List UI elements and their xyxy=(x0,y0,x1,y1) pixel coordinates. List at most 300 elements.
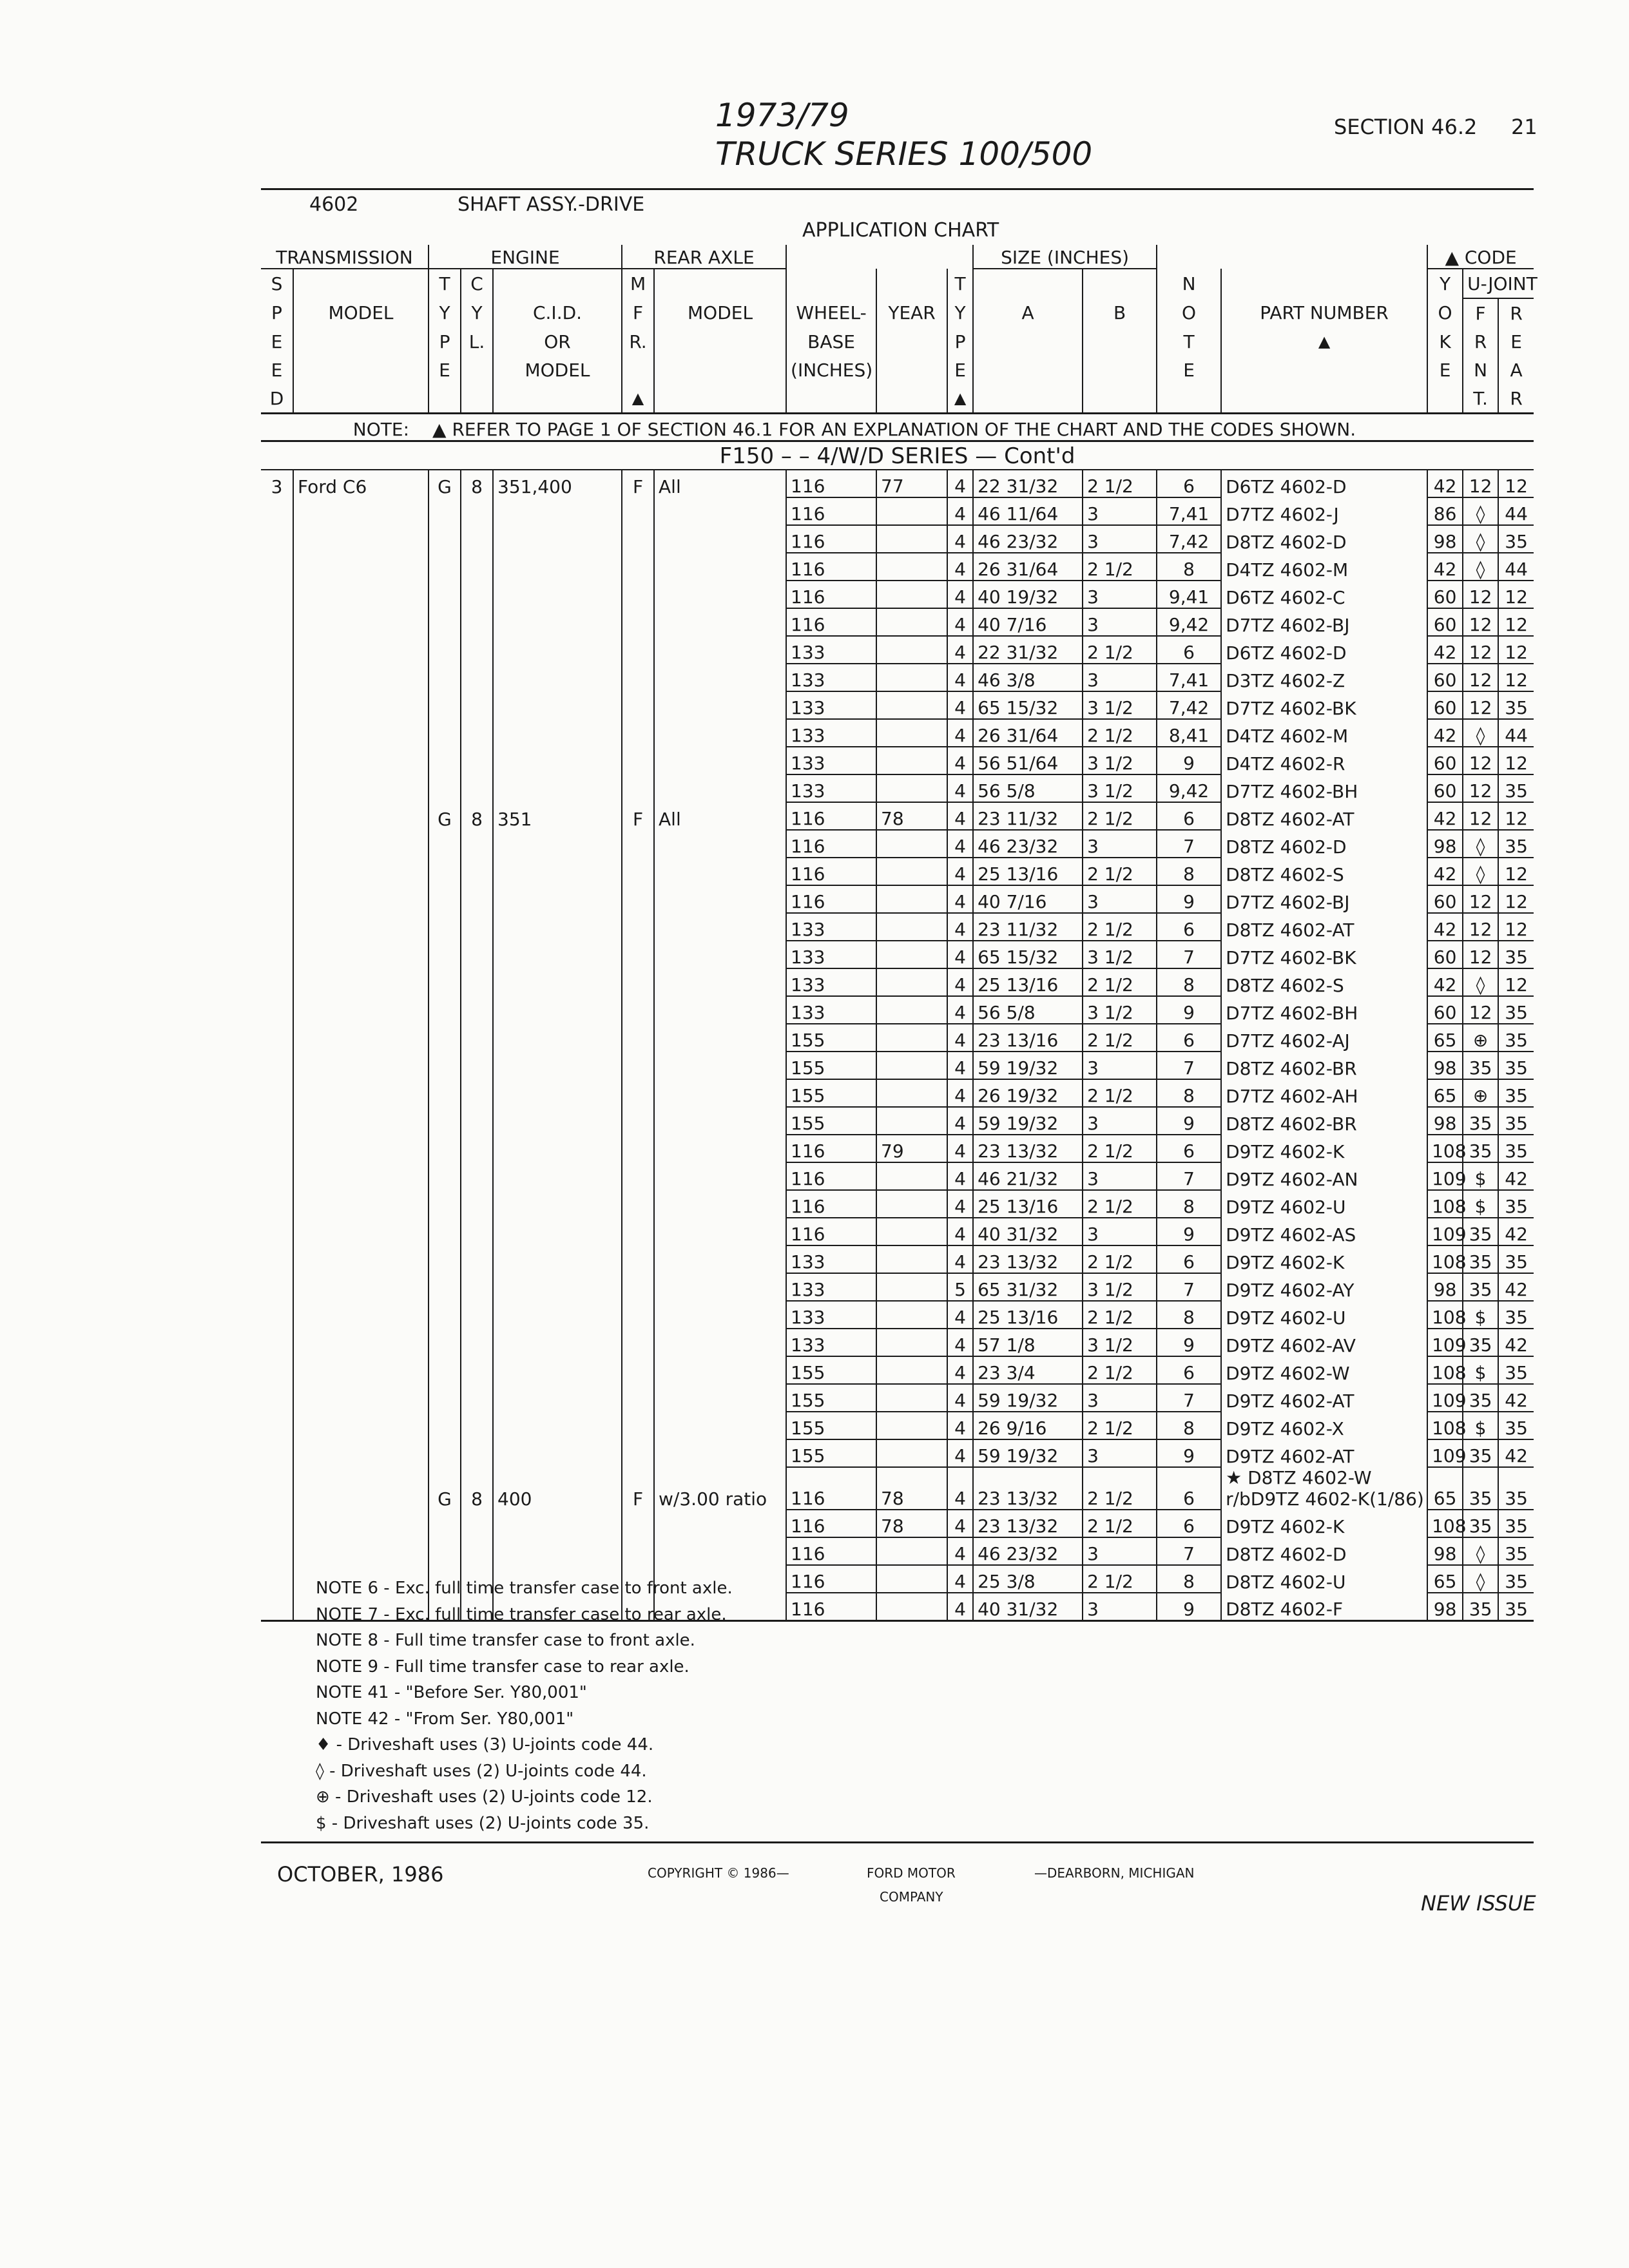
part-description: SHAFT ASSY.-DRIVE xyxy=(458,193,645,216)
cell-r: 35 xyxy=(1498,1537,1534,1565)
cell-wb: 133 xyxy=(786,1329,876,1356)
cell-st: 4 xyxy=(947,1537,973,1565)
cell-cid xyxy=(493,1190,622,1218)
cell-ty xyxy=(429,553,461,581)
cell-wb: 116 xyxy=(786,1218,876,1245)
wheelbase-header: WHEEL- xyxy=(786,298,876,327)
cell-cy xyxy=(461,1024,493,1052)
cell-st: 4 xyxy=(947,1467,973,1510)
cell-mfr xyxy=(622,830,654,858)
cell-yr xyxy=(876,996,947,1024)
cell-pn: D7TZ 4602-BK xyxy=(1221,691,1427,719)
cell-cid xyxy=(493,1107,622,1135)
speed-header-p: P xyxy=(271,302,282,323)
cell-f: ◊ xyxy=(1463,830,1498,858)
cell-y: 60 xyxy=(1427,941,1463,968)
cell-sp xyxy=(261,1273,293,1301)
cell-y: 42 xyxy=(1427,719,1463,747)
cell-tm xyxy=(293,802,429,830)
cell-sp xyxy=(261,1245,293,1273)
cell-cy xyxy=(461,719,493,747)
cell-ty xyxy=(429,1439,461,1467)
cell-mfr xyxy=(622,858,654,885)
column-header-row-2 xyxy=(261,298,1534,327)
cell-cid xyxy=(493,1510,622,1537)
cell-st: 4 xyxy=(947,1162,973,1190)
cell-wb: 116 xyxy=(786,858,876,885)
cell-b: 2 1/2 xyxy=(1083,1510,1157,1537)
cell-a: 23 13/32 xyxy=(973,1245,1083,1273)
cell-b: 2 1/2 xyxy=(1083,470,1157,497)
cell-st: 4 xyxy=(947,968,973,996)
cell-tm xyxy=(293,1024,429,1052)
cell-cid xyxy=(493,1273,622,1301)
cell-tm xyxy=(293,608,429,636)
cell-mfr: F xyxy=(622,802,654,830)
cell-cy xyxy=(461,1356,493,1384)
cell-pn: D8TZ 4602-AT xyxy=(1221,802,1427,830)
cell-sp xyxy=(261,1412,293,1439)
cell-r: 35 xyxy=(1498,1107,1534,1135)
cell-pn: D6TZ 4602-C xyxy=(1221,581,1427,608)
cell-st: 4 xyxy=(947,636,973,664)
cell-sp xyxy=(261,774,293,802)
cell-am xyxy=(654,1412,786,1439)
cell-sp xyxy=(261,1593,293,1621)
cell-y: 42 xyxy=(1427,636,1463,664)
cell-a: 25 13/16 xyxy=(973,968,1083,996)
cell-sp xyxy=(261,858,293,885)
cell-am xyxy=(654,941,786,968)
cell-yr xyxy=(876,1301,947,1329)
size-type-header-t: T xyxy=(947,269,973,298)
year-header: YEAR xyxy=(876,298,947,327)
cell-f: 35 xyxy=(1463,1329,1498,1356)
cell-r: 12 xyxy=(1498,968,1534,996)
cell-wb: 133 xyxy=(786,996,876,1024)
table-row xyxy=(261,1356,1534,1384)
cell-r: 35 xyxy=(1498,774,1534,802)
cell-mfr xyxy=(622,1356,654,1384)
cell-tm xyxy=(293,885,429,913)
wheelbase-header-inches: (INCHES) xyxy=(786,356,876,384)
cell-wb: 116 xyxy=(786,608,876,636)
cell-wb: 155 xyxy=(786,1107,876,1135)
cell-cy xyxy=(461,497,493,525)
cell-sp xyxy=(261,553,293,581)
application-chart-title: APPLICATION CHART xyxy=(802,219,999,242)
cell-am xyxy=(654,1107,786,1135)
rear-header-r2: R xyxy=(1498,384,1534,414)
cell-pn: D8TZ 4602-BR xyxy=(1221,1052,1427,1079)
cell-cy xyxy=(461,691,493,719)
cell-tm xyxy=(293,747,429,774)
cell-tm xyxy=(293,581,429,608)
cell-n: 9 xyxy=(1157,1439,1221,1467)
table-row xyxy=(261,1510,1534,1537)
cell-cy: 8 xyxy=(461,1467,493,1510)
cell-yr xyxy=(876,1079,947,1107)
cell-mfr xyxy=(622,719,654,747)
cell-wb: 133 xyxy=(786,1245,876,1273)
cell-st: 4 xyxy=(947,913,973,941)
speed-header-s: S xyxy=(271,273,283,294)
cell-b: 3 xyxy=(1083,1537,1157,1565)
cell-y: 65 xyxy=(1427,1565,1463,1593)
cell-yr xyxy=(876,968,947,996)
cell-wb: 133 xyxy=(786,636,876,664)
series-heading-row xyxy=(261,441,1534,470)
cell-sp xyxy=(261,1079,293,1107)
cell-r: 12 xyxy=(1498,581,1534,608)
cell-yr xyxy=(876,1190,947,1218)
cell-ty xyxy=(429,941,461,968)
type-header-e: E xyxy=(429,356,461,384)
cell-cy xyxy=(461,1384,493,1412)
cell-wb: 155 xyxy=(786,1356,876,1384)
cell-cid xyxy=(493,747,622,774)
cell-tm xyxy=(293,1537,429,1565)
cell-cy xyxy=(461,1052,493,1079)
cell-mfr xyxy=(622,553,654,581)
cell-cid xyxy=(493,1537,622,1565)
cell-cid xyxy=(493,913,622,941)
cell-a: 46 23/32 xyxy=(973,1537,1083,1565)
cell-y: 42 xyxy=(1427,470,1463,497)
cell-a: 25 13/16 xyxy=(973,1301,1083,1329)
cell-yr xyxy=(876,525,947,553)
cell-b: 3 xyxy=(1083,497,1157,525)
table-row xyxy=(261,497,1534,525)
cyl-header-y: Y xyxy=(461,298,493,327)
cell-f: 35 xyxy=(1463,1107,1498,1135)
cell-n: 6 xyxy=(1157,636,1221,664)
cell-cid xyxy=(493,1052,622,1079)
cell-wb: 116 xyxy=(786,1135,876,1162)
cell-a: 23 13/32 xyxy=(973,1510,1083,1537)
cell-pn: D9TZ 4602-U xyxy=(1221,1301,1427,1329)
cell-a: 40 31/32 xyxy=(973,1593,1083,1621)
cell-f: 35 xyxy=(1463,1245,1498,1273)
cell-pn: D9TZ 4602-AV xyxy=(1221,1329,1427,1356)
cell-pn: D7TZ 4602-AJ xyxy=(1221,1024,1427,1052)
table-row xyxy=(261,1135,1534,1162)
cell-a: 25 13/16 xyxy=(973,858,1083,885)
cell-n: 9 xyxy=(1157,885,1221,913)
cell-r: 42 xyxy=(1498,1162,1534,1190)
cell-b: 3 xyxy=(1083,1593,1157,1621)
cell-cy xyxy=(461,968,493,996)
cell-f: 35 xyxy=(1463,1510,1498,1537)
cell-cy xyxy=(461,1218,493,1245)
cell-pn: D4TZ 4602-M xyxy=(1221,719,1427,747)
cell-n: 8 xyxy=(1157,1565,1221,1593)
cell-b: 3 xyxy=(1083,1218,1157,1245)
cell-a: 26 19/32 xyxy=(973,1079,1083,1107)
cell-sp xyxy=(261,1467,293,1510)
cell-n: 6 xyxy=(1157,1356,1221,1384)
table-row xyxy=(261,1079,1534,1107)
cell-cy xyxy=(461,1162,493,1190)
cell-y: 86 xyxy=(1427,497,1463,525)
cell-yr: 78 xyxy=(876,802,947,830)
cell-pn: D8TZ 4602-AT xyxy=(1221,913,1427,941)
table-row xyxy=(261,525,1534,553)
cell-am xyxy=(654,1024,786,1052)
cell-r: 35 xyxy=(1498,525,1534,553)
cell-yr xyxy=(876,1273,947,1301)
cell-a: 26 31/64 xyxy=(973,719,1083,747)
cell-pn: D9TZ 4602-K xyxy=(1221,1135,1427,1162)
cell-sp xyxy=(261,1218,293,1245)
cell-b: 3 xyxy=(1083,1107,1157,1135)
cell-n: 8,41 xyxy=(1157,719,1221,747)
cell-cy xyxy=(461,858,493,885)
cell-mfr xyxy=(622,1439,654,1467)
cell-n: 7 xyxy=(1157,1052,1221,1079)
cell-r: 12 xyxy=(1498,747,1534,774)
b-header: B xyxy=(1083,298,1157,327)
cell-tm xyxy=(293,1162,429,1190)
cell-n: 9,42 xyxy=(1157,608,1221,636)
code-group: ▲ CODE xyxy=(1427,245,1534,269)
cell-tm xyxy=(293,830,429,858)
cell-pn: D9TZ 4602-AY xyxy=(1221,1273,1427,1301)
wheelbase-header-base: BASE xyxy=(786,327,876,356)
page-number: 21 xyxy=(1511,115,1537,139)
rear-header-r: R xyxy=(1498,298,1534,327)
cell-r: 12 xyxy=(1498,913,1534,941)
cell-cy xyxy=(461,1190,493,1218)
cell-pn: D7TZ 4602-BH xyxy=(1221,996,1427,1024)
cell-cy xyxy=(461,747,493,774)
cell-pn: D7TZ 4602-AH xyxy=(1221,1079,1427,1107)
cell-tm: Ford C6 xyxy=(293,470,429,497)
cell-st: 4 xyxy=(947,1301,973,1329)
cell-tm xyxy=(293,1467,429,1510)
cell-am xyxy=(654,858,786,885)
cell-mfr: F xyxy=(622,470,654,497)
cell-mfr xyxy=(622,1218,654,1245)
cell-b: 2 1/2 xyxy=(1083,719,1157,747)
cell-pn: D8TZ 4602-BR xyxy=(1221,1107,1427,1135)
cell-r: 35 xyxy=(1498,1135,1534,1162)
cell-cy xyxy=(461,1510,493,1537)
cell-mfr: F xyxy=(622,1467,654,1510)
cell-st: 4 xyxy=(947,1245,973,1273)
cell-cy xyxy=(461,1537,493,1565)
cell-cid xyxy=(493,1384,622,1412)
cell-mfr xyxy=(622,608,654,636)
cell-cy xyxy=(461,996,493,1024)
cell-am xyxy=(654,581,786,608)
cell-st: 4 xyxy=(947,1024,973,1052)
table-row xyxy=(261,802,1534,830)
cell-n: 6 xyxy=(1157,802,1221,830)
cell-sp xyxy=(261,1135,293,1162)
cell-y: 98 xyxy=(1427,1052,1463,1079)
cell-f: ◊ xyxy=(1463,858,1498,885)
cell-sp xyxy=(261,719,293,747)
cell-f: 12 xyxy=(1463,941,1498,968)
cell-wb: 116 xyxy=(786,470,876,497)
footnote: NOTE 9 - Full time transfer case to rear axle. xyxy=(316,1657,689,1677)
cell-am: All xyxy=(654,802,786,830)
footer-date: OCTOBER, 1986 xyxy=(277,1862,444,1887)
cell-tm xyxy=(293,1135,429,1162)
cell-mfr xyxy=(622,885,654,913)
yoke-header-e: E xyxy=(1427,356,1463,384)
cell-b: 2 1/2 xyxy=(1083,858,1157,885)
cell-st: 4 xyxy=(947,858,973,885)
note-header-e: E xyxy=(1157,356,1221,384)
cell-a: 26 31/64 xyxy=(973,553,1083,581)
cell-wb: 116 xyxy=(786,525,876,553)
cell-b: 2 1/2 xyxy=(1083,968,1157,996)
cell-b: 3 1/2 xyxy=(1083,1329,1157,1356)
cell-wb: 133 xyxy=(786,913,876,941)
cell-pn: D9TZ 4602-K xyxy=(1221,1245,1427,1273)
cell-st: 4 xyxy=(947,747,973,774)
cell-y: 60 xyxy=(1427,774,1463,802)
type-header-y: Y xyxy=(429,298,461,327)
cell-r: 12 xyxy=(1498,470,1534,497)
cell-n: 8 xyxy=(1157,1412,1221,1439)
cell-b: 3 xyxy=(1083,1439,1157,1467)
table-row xyxy=(261,1273,1534,1301)
cell-ty xyxy=(429,1356,461,1384)
cell-wb: 155 xyxy=(786,1024,876,1052)
cell-mfr xyxy=(622,636,654,664)
cell-sp xyxy=(261,1537,293,1565)
cell-wb: 133 xyxy=(786,774,876,802)
cell-n: 9 xyxy=(1157,1329,1221,1356)
cell-cy xyxy=(461,1107,493,1135)
cell-a: 25 13/16 xyxy=(973,1190,1083,1218)
cell-wb: 116 xyxy=(786,885,876,913)
cell-y: 108 xyxy=(1427,1356,1463,1384)
cell-sp xyxy=(261,1439,293,1467)
cell-y: 60 xyxy=(1427,664,1463,691)
cell-wb: 133 xyxy=(786,941,876,968)
cell-y: 98 xyxy=(1427,1273,1463,1301)
cell-mfr xyxy=(622,1384,654,1412)
table-row xyxy=(261,1162,1534,1190)
cell-st: 4 xyxy=(947,553,973,581)
cell-ty xyxy=(429,774,461,802)
cell-cy xyxy=(461,664,493,691)
cell-mfr xyxy=(622,497,654,525)
cell-pn: D9TZ 4602-W xyxy=(1221,1356,1427,1384)
cell-st: 4 xyxy=(947,719,973,747)
size-type-header-y: Y xyxy=(947,298,973,327)
cell-tm xyxy=(293,1439,429,1467)
cell-am xyxy=(654,1384,786,1412)
cell-wb: 133 xyxy=(786,747,876,774)
cell-a: 56 5/8 xyxy=(973,996,1083,1024)
cell-f: ◊ xyxy=(1463,1537,1498,1565)
cell-yr xyxy=(876,1329,947,1356)
cell-am xyxy=(654,1329,786,1356)
footnote: NOTE 6 - Exc. full time transfer case to front axle. xyxy=(316,1579,733,1598)
cell-st: 4 xyxy=(947,1510,973,1537)
cell-st: 4 xyxy=(947,802,973,830)
yoke-header-y: Y xyxy=(1427,269,1463,298)
cell-mfr xyxy=(622,1135,654,1162)
table-row xyxy=(261,996,1534,1024)
cell-cid xyxy=(493,1079,622,1107)
blank-group xyxy=(786,245,973,269)
cell-f: 12 xyxy=(1463,608,1498,636)
cell-b: 2 1/2 xyxy=(1083,913,1157,941)
cell-st: 4 xyxy=(947,1593,973,1621)
cell-st: 4 xyxy=(947,608,973,636)
cell-a: 59 19/32 xyxy=(973,1384,1083,1412)
application-chart-table xyxy=(261,245,1537,1622)
front-header-n: N xyxy=(1463,356,1498,384)
cell-ty xyxy=(429,719,461,747)
cell-y: 109 xyxy=(1427,1218,1463,1245)
table-row xyxy=(261,747,1534,774)
cell-f: 35 xyxy=(1463,1218,1498,1245)
cell-yr xyxy=(876,941,947,968)
cell-sp xyxy=(261,968,293,996)
cell-f: $ xyxy=(1463,1356,1498,1384)
size-group: SIZE (INCHES) xyxy=(973,245,1157,269)
cell-n: 8 xyxy=(1157,1190,1221,1218)
cell-b: 2 1/2 xyxy=(1083,636,1157,664)
cell-cid xyxy=(493,1439,622,1467)
speed-header-d: D xyxy=(269,387,284,409)
cell-st: 4 xyxy=(947,497,973,525)
cell-r: 35 xyxy=(1498,1565,1534,1593)
table-row xyxy=(261,608,1534,636)
cell-sp xyxy=(261,1510,293,1537)
cell-ty xyxy=(429,1273,461,1301)
table-row xyxy=(261,1245,1534,1273)
cell-b: 2 1/2 xyxy=(1083,1190,1157,1218)
cell-yr xyxy=(876,885,947,913)
cell-st: 4 xyxy=(947,774,973,802)
cell-cid: 351 xyxy=(493,802,622,830)
footnote: NOTE 42 - "From Ser. Y80,001" xyxy=(316,1709,574,1729)
cell-am xyxy=(654,1356,786,1384)
size-type-header-p: P xyxy=(947,327,973,356)
cell-cy xyxy=(461,1301,493,1329)
cell-cid xyxy=(493,885,622,913)
cell-tm xyxy=(293,719,429,747)
cell-cid xyxy=(493,691,622,719)
cell-ty xyxy=(429,1024,461,1052)
cell-tm xyxy=(293,774,429,802)
cell-wb: 155 xyxy=(786,1384,876,1412)
cell-st: 4 xyxy=(947,996,973,1024)
cell-mfr xyxy=(622,913,654,941)
cell-sp xyxy=(261,996,293,1024)
cell-n: 7,41 xyxy=(1157,497,1221,525)
cell-n: 7,41 xyxy=(1157,664,1221,691)
cell-ty xyxy=(429,1412,461,1439)
cell-am xyxy=(654,497,786,525)
cell-y: 108 xyxy=(1427,1245,1463,1273)
cell-f: 35 xyxy=(1463,1273,1498,1301)
cell-mfr xyxy=(622,747,654,774)
cell-ty xyxy=(429,1510,461,1537)
cell-y: 108 xyxy=(1427,1510,1463,1537)
cell-mfr xyxy=(622,1079,654,1107)
table-row xyxy=(261,581,1534,608)
cell-am xyxy=(654,1079,786,1107)
